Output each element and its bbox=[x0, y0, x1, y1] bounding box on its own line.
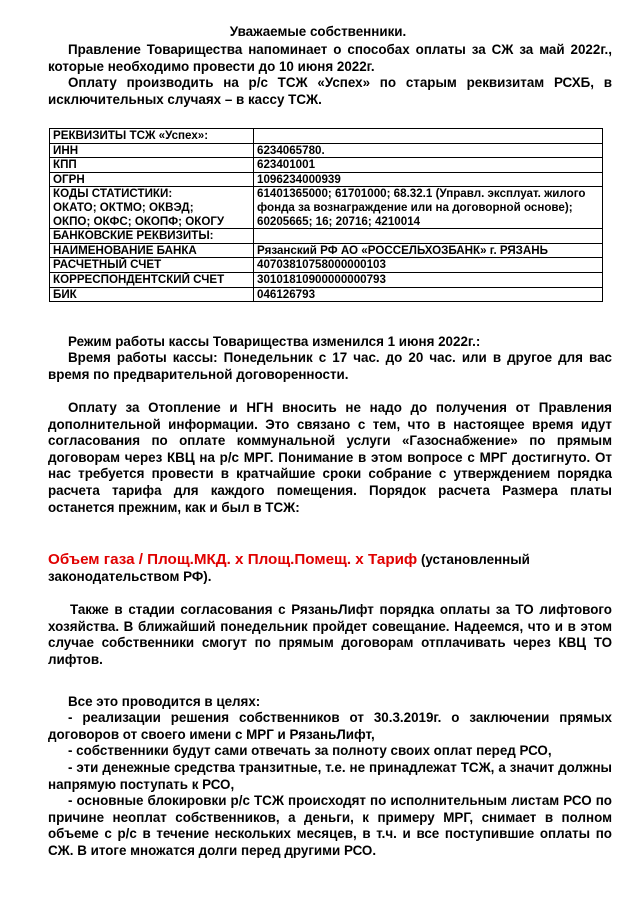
requisite-label: РЕКВИЗИТЫ ТСЖ «Успех»: bbox=[50, 129, 254, 144]
requisite-value: 623401001 bbox=[254, 158, 603, 173]
paragraph-heating-gas: Оплату за Отопление и НГН вносить не надо до получения от Правления дополнительной информации. Это связано с тем, что в настоящее время идут согласования по оплате коммунальной услуги «Газоснабжение» по прямым договорам через КВЦ на р/с МРГ. Понимание в этом вопросе с МРГ достигнуто. От нас требуется провести в кратчайшие сроки собрание с утверждением порядка расчета тарифа для каждого помещения. Порядок расчета Размера платы останется прежним, как и был в ТСЖ: bbox=[48, 400, 612, 515]
requisite-label: ОГРН bbox=[50, 172, 254, 187]
paragraph-elevator: Также в стадии согласования с РязаньЛифт порядка оплаты за ТО лифтового хозяйства. В ближайший понедельник пройдет совещание. Надеемся, что и в этом случае собственники смогут по прямым договорам отплачивать через КВЦ ТО лифтов. bbox=[48, 602, 612, 667]
requisite-value: Рязанский РФ АО «РОССЕЛЬХОЗБАНК» г. РЯЗАНЬ bbox=[254, 243, 603, 258]
formula-text: Объем газа / Площ.МКД. х Площ.Помещ. х Тариф bbox=[48, 551, 418, 568]
requisite-label: КОРРЕСПОНДЕНТСКИЙ СЧЕТ bbox=[50, 272, 254, 287]
goal-item-responsibility: - собственники будут сами отвечать за полноту своих оплат перед РСО, bbox=[68, 743, 552, 758]
requisite-value: 046126793 bbox=[254, 287, 603, 302]
requisites-row bbox=[50, 272, 603, 287]
goal-item-transit-funds: - эти денежные средства транзитные, т.е. не принадлежат ТСЖ, а значит должны напрямую поступать к РСО, bbox=[48, 760, 612, 792]
requisites-row bbox=[50, 229, 603, 244]
requisite-label: БАНКОВСКИЕ РЕКВИЗИТЫ: bbox=[50, 229, 254, 244]
paragraph-goals-intro: Все это проводится в целях: bbox=[68, 694, 261, 709]
requisites-row bbox=[50, 172, 603, 187]
requisite-value: 61401365000; 61701000; 68.32.1 (Управл. эксплуат. жилого фонда за вознаграждение или на договорной основе); 60205665; 16; 20716; 4210014 bbox=[254, 187, 603, 229]
requisite-value bbox=[254, 229, 603, 244]
requisite-label: НАИМЕНОВАНИЕ БАНКА bbox=[50, 243, 254, 258]
paragraph-payment-reminder: Правление Товарищества напоминает о способах оплаты за СЖ за май 2022г., которые необходимо провести до 10 июня 2022г. bbox=[48, 42, 612, 74]
requisite-value: 40703810758000000103 bbox=[254, 258, 603, 273]
paragraph-cashdesk-hours: Время работы кассы: Понедельник с 17 час. до 20 час. или в другое для вас время по предварительной договоренности. bbox=[48, 350, 612, 382]
requisites-row bbox=[50, 129, 603, 144]
requisites-row bbox=[50, 143, 603, 158]
requisites-table bbox=[49, 128, 603, 302]
requisite-label: ИНН bbox=[50, 143, 254, 158]
requisite-label: КПП bbox=[50, 158, 254, 173]
requisites-row bbox=[50, 158, 603, 173]
requisites-row bbox=[50, 243, 603, 258]
requisite-label: РАСЧЕТНЫЙ СЧЕТ bbox=[50, 258, 254, 273]
greeting-heading: Уважаемые собственники. bbox=[229, 24, 407, 39]
goal-item-account-blocking: - основные блокировки р/с ТСЖ происходят по исполнительным листам РСО по причине неоплат собственников, а деньги, к примеру МРГ, снимает в полном объеме с р/с в течение нескольких месяцев, в т.ч. и все поступившие оплаты по СЖ. В итоге множатся долги перед другими РСО. bbox=[48, 793, 612, 858]
paragraph-cashdesk-change: Режим работы кассы Товарищества изменился 1 июня 2022г.: bbox=[68, 334, 481, 349]
formula-block bbox=[48, 552, 618, 585]
requisites-row bbox=[50, 187, 603, 229]
requisite-value: 6234065780. bbox=[254, 143, 603, 158]
goal-item-direct-contracts: - реализации решения собственников от 30.3.2019г. о заключении прямых договоров от своего имени с МРГ и РязаньЛифт, bbox=[48, 710, 612, 742]
formula-note: (установленный законодательством РФ). bbox=[48, 552, 530, 584]
requisites-row bbox=[50, 287, 603, 302]
requisite-label: БИК bbox=[50, 287, 254, 302]
requisite-value: 1096234000939 bbox=[254, 172, 603, 187]
requisite-label: КОДЫ СТАТИСТИКИ: ОКАТО; ОКТМО; ОКВЭД; ОКПО; ОКФС; ОКОПФ; ОКОГУ bbox=[50, 187, 254, 229]
paragraph-payment-method: Оплату производить на р/с ТСЖ «Успех» по старым реквизитам РСХБ, в исключительных случаях – в кассу ТСЖ. bbox=[48, 75, 612, 107]
requisite-value: 30101810900000000793 bbox=[254, 272, 603, 287]
requisites-row bbox=[50, 258, 603, 273]
requisite-value bbox=[254, 129, 603, 144]
